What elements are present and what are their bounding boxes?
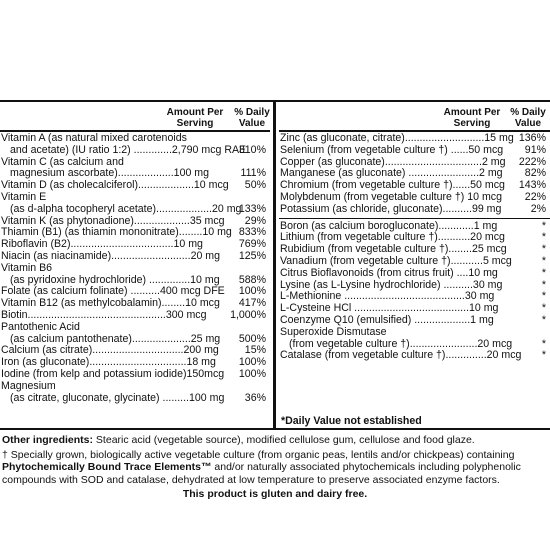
- nutrient-name: [280, 145, 503, 157]
- nutrient-line: Vitamin K (as phytonadione)...................35 mcg: [1, 214, 225, 227]
- nutrient-name: [1, 381, 224, 405]
- left-column: [0, 102, 270, 428]
- dv-header-right: % Daily Value: [510, 107, 546, 129]
- nutrient-line: Citrus Bioflavonoids (from citrus fruit) ....10 mg: [280, 266, 498, 279]
- section-rule: [279, 218, 550, 219]
- nutrient-line: Vitamin E: [1, 190, 47, 203]
- nutrient-line-cont: (as pyridoxine hydrochloride) ..............10 mg: [10, 273, 220, 286]
- nutrient-row: [279, 145, 550, 157]
- nutrient-line-cont: (as citrate, gluconate, glycinate) .........100 mg: [10, 391, 225, 404]
- nutrient-row: [279, 192, 550, 204]
- daily-value: 125%: [238, 249, 266, 262]
- nutrient-name: [1, 157, 209, 181]
- nutrient-line: Chromium (from vegetable culture †)......50 mcg: [280, 179, 505, 192]
- nutrient-name: [280, 204, 501, 216]
- nutrient-line: Superoxide Dismutase: [280, 325, 387, 338]
- nutrient-name: [1, 310, 206, 322]
- nutrient-name: [280, 327, 512, 351]
- dagger-footnote: [0, 449, 550, 487]
- daily-value: 500%: [238, 332, 266, 345]
- nutrient-row: [0, 157, 270, 181]
- nutrient-line: Vitamin B6: [1, 261, 53, 274]
- nutrient-row: [0, 192, 270, 216]
- nutrient-name: [280, 315, 494, 327]
- daily-value: *: [541, 313, 546, 326]
- nutrient-line-cont: (from vegetable culture †).......................20 mcg: [289, 337, 513, 350]
- daily-value: *: [541, 278, 546, 291]
- nutrient-line: Thiamin (B1) (as thiamin mononitrate)........10 mg: [1, 226, 232, 239]
- daily-value: 111%: [240, 167, 266, 180]
- daily-value: *: [541, 349, 546, 362]
- nutrient-name: [1, 263, 220, 287]
- nutrient-row: [0, 310, 270, 322]
- daily-value: *: [541, 290, 546, 303]
- nutrient-row: [279, 327, 550, 351]
- nutrient-line: Rubidium (from vegetable culture †)........25 mcg: [280, 243, 507, 256]
- daily-value: *: [541, 231, 546, 244]
- nutrient-row: [279, 315, 550, 327]
- nutrient-line: Vitamin D (as cholecalciferol)...................10 mcg: [1, 179, 229, 192]
- nutrient-line: Pantothenic Acid: [1, 320, 80, 333]
- nutrient-line: Vitamin B12 (as methylcobalamin)........10 mcg: [1, 297, 220, 310]
- daily-value: 82%: [524, 167, 546, 180]
- nutrient-line: Niacin (as niacinamide)...........................20 mg: [1, 249, 221, 262]
- nutrient-line: Lysine (as L-Lysine hydrochloride) ..........30 mg: [280, 278, 503, 291]
- right-nutrient-list: [279, 133, 550, 362]
- other-ingredients-text: Stearic acid (vegetable source), modified cellulose gum, cellulose and food glaze.: [93, 434, 475, 446]
- nutrient-name: [1, 369, 224, 381]
- nutrient-line-cont: and acetate) (IU ratio 1:2) .............2,790 mcg RAE: [10, 143, 247, 156]
- nutrient-line: Riboflavin (B2)...................................10 mg: [1, 238, 203, 251]
- daily-value: *: [541, 337, 546, 350]
- nutrient-name: [1, 192, 241, 216]
- right-column: [279, 102, 550, 428]
- daily-value: *: [541, 219, 546, 232]
- nutrient-line: Zinc (as gluconate, citrate)...........................15 mg: [280, 132, 514, 144]
- nutrient-line-cont: magnesium ascorbate)...................100 mg: [10, 167, 210, 180]
- amount-header-right: Amount Per Serving: [443, 107, 501, 129]
- nutrient-line: Copper (as gluconate).................................2 mg: [280, 155, 506, 168]
- nutrient-line: Calcium (as citrate)...............................200 mg: [1, 344, 219, 357]
- daily-value: 50%: [244, 179, 266, 192]
- nutrient-name: [1, 322, 220, 346]
- nutrient-row: [0, 251, 270, 263]
- daily-value: 143%: [518, 179, 546, 192]
- nutrient-line: Coenzyme Q10 (emulsified) ...................1 mg: [280, 313, 494, 326]
- daily-value: 769%: [238, 238, 266, 251]
- daily-value: 36%: [244, 391, 266, 404]
- daily-value: *: [541, 302, 546, 315]
- daily-value-note: *Daily Value not established: [281, 415, 422, 427]
- nutrient-line: Catalase (from vegetable culture †)..............20 mcg: [280, 349, 522, 362]
- nutrient-line: Iron (as gluconate).................................18 mg: [1, 356, 216, 369]
- daily-value: 2%: [530, 202, 546, 215]
- daily-value: 22%: [524, 190, 546, 203]
- daily-value: 222%: [518, 155, 546, 168]
- daily-value: 833%: [238, 226, 266, 239]
- daily-value: 29%: [244, 214, 266, 227]
- nutrient-name: [280, 256, 512, 268]
- nutrient-line: Potassium (as chloride, gluconate)..........99 mg: [280, 202, 502, 215]
- nutrient-name: [280, 268, 498, 280]
- nutrient-line: Molybdenum (from vegetable culture †) 10 mcg: [280, 190, 502, 203]
- other-ingredients-label: Other ingredients:: [2, 434, 94, 446]
- other-ingredients: [0, 434, 550, 447]
- daily-value: 136%: [518, 132, 546, 144]
- daily-value: 15%: [244, 344, 266, 357]
- gluten-statement: This product is gluten and dairy free.: [182, 488, 368, 501]
- daily-value: 91%: [524, 143, 546, 156]
- pbte-text: and/or naturally associated phytochemicals including polyphenolic compounds with SOD and catalase, dehydrated at low temperature to preserve associated enzyme factors.: [2, 461, 521, 486]
- daily-value: 100%: [238, 285, 266, 298]
- nutrient-row: [279, 256, 550, 268]
- nutrient-name: [1, 251, 220, 263]
- daily-value: 100%: [238, 356, 266, 369]
- pbte-label: Phytochemically Bound Trace Elements™: [2, 461, 212, 474]
- nutrient-line: Vitamin C (as calcium and: [1, 155, 124, 168]
- nutrient-line: Manganese (as gluconate) ........................2 mg: [280, 167, 503, 180]
- nutrient-name: [280, 350, 521, 362]
- daily-value: 417%: [238, 297, 266, 310]
- nutrient-name: [1, 133, 246, 157]
- nutrient-row: [279, 204, 550, 216]
- nutrient-row: [0, 133, 270, 157]
- nutrient-line: Iodine (from kelp and potassium iodide)150mcg: [1, 367, 225, 380]
- amount-header: Amount Per Serving: [166, 107, 224, 129]
- nutrient-line: L-Methionine .........................................30 mg: [280, 290, 495, 303]
- daily-value: 133%: [238, 202, 266, 215]
- daily-value: 588%: [238, 273, 266, 286]
- daily-value: 1,000%: [230, 308, 266, 321]
- nutrient-line: Folate (as calcium folinate) ..........400 mcg DFE: [1, 285, 225, 298]
- nutrient-line: Biotin...............................................300 mcg: [1, 308, 207, 321]
- nutrient-name: [280, 192, 502, 204]
- nutrient-line-cont: (as calcium pantothenate)....................25 mg: [10, 332, 221, 345]
- nutrient-line: Selenium (from vegetable culture †) ......50 mcg: [280, 143, 504, 156]
- daily-value: *: [541, 266, 546, 279]
- nutrient-row: [0, 263, 270, 287]
- nutrient-line: Vitamin A (as natural mixed carotenoids: [1, 132, 187, 144]
- nutrient-line: Lithium (from vegetable culture †)...........20 mcg: [280, 231, 505, 244]
- supplement-facts-panel: [0, 100, 550, 430]
- nutrient-line: Magnesium: [1, 379, 56, 392]
- daily-value: 310%: [238, 143, 266, 156]
- nutrient-row: [279, 268, 550, 280]
- daily-value: *: [541, 254, 546, 267]
- nutrient-line-cont: (as d-alpha tocopheryl acetate)...................20 mg: [10, 202, 242, 215]
- nutrient-row: [0, 381, 270, 405]
- nutrient-row: [279, 350, 550, 362]
- dv-header: % Daily Value: [234, 107, 270, 129]
- nutrient-line: Vanadium (from vegetable culture †)...........5 mcg: [280, 254, 512, 267]
- column-divider: [273, 102, 276, 428]
- ingredients-footer: [0, 434, 550, 503]
- dagger-text: † Specially grown, biologically active vegetable culture (from organic peas, lentils and/or chickpeas) containing: [2, 448, 515, 461]
- nutrient-row: [0, 369, 270, 381]
- nutrient-line: Boron (as calcium borogluconate)............1 mg: [280, 219, 498, 232]
- left-nutrient-list: [0, 133, 270, 404]
- nutrient-line: L-Cysteine HCl .......................................10 mg: [280, 302, 499, 315]
- nutrient-row: [0, 322, 270, 346]
- daily-value: *: [541, 243, 546, 256]
- daily-value: 100%: [238, 367, 266, 380]
